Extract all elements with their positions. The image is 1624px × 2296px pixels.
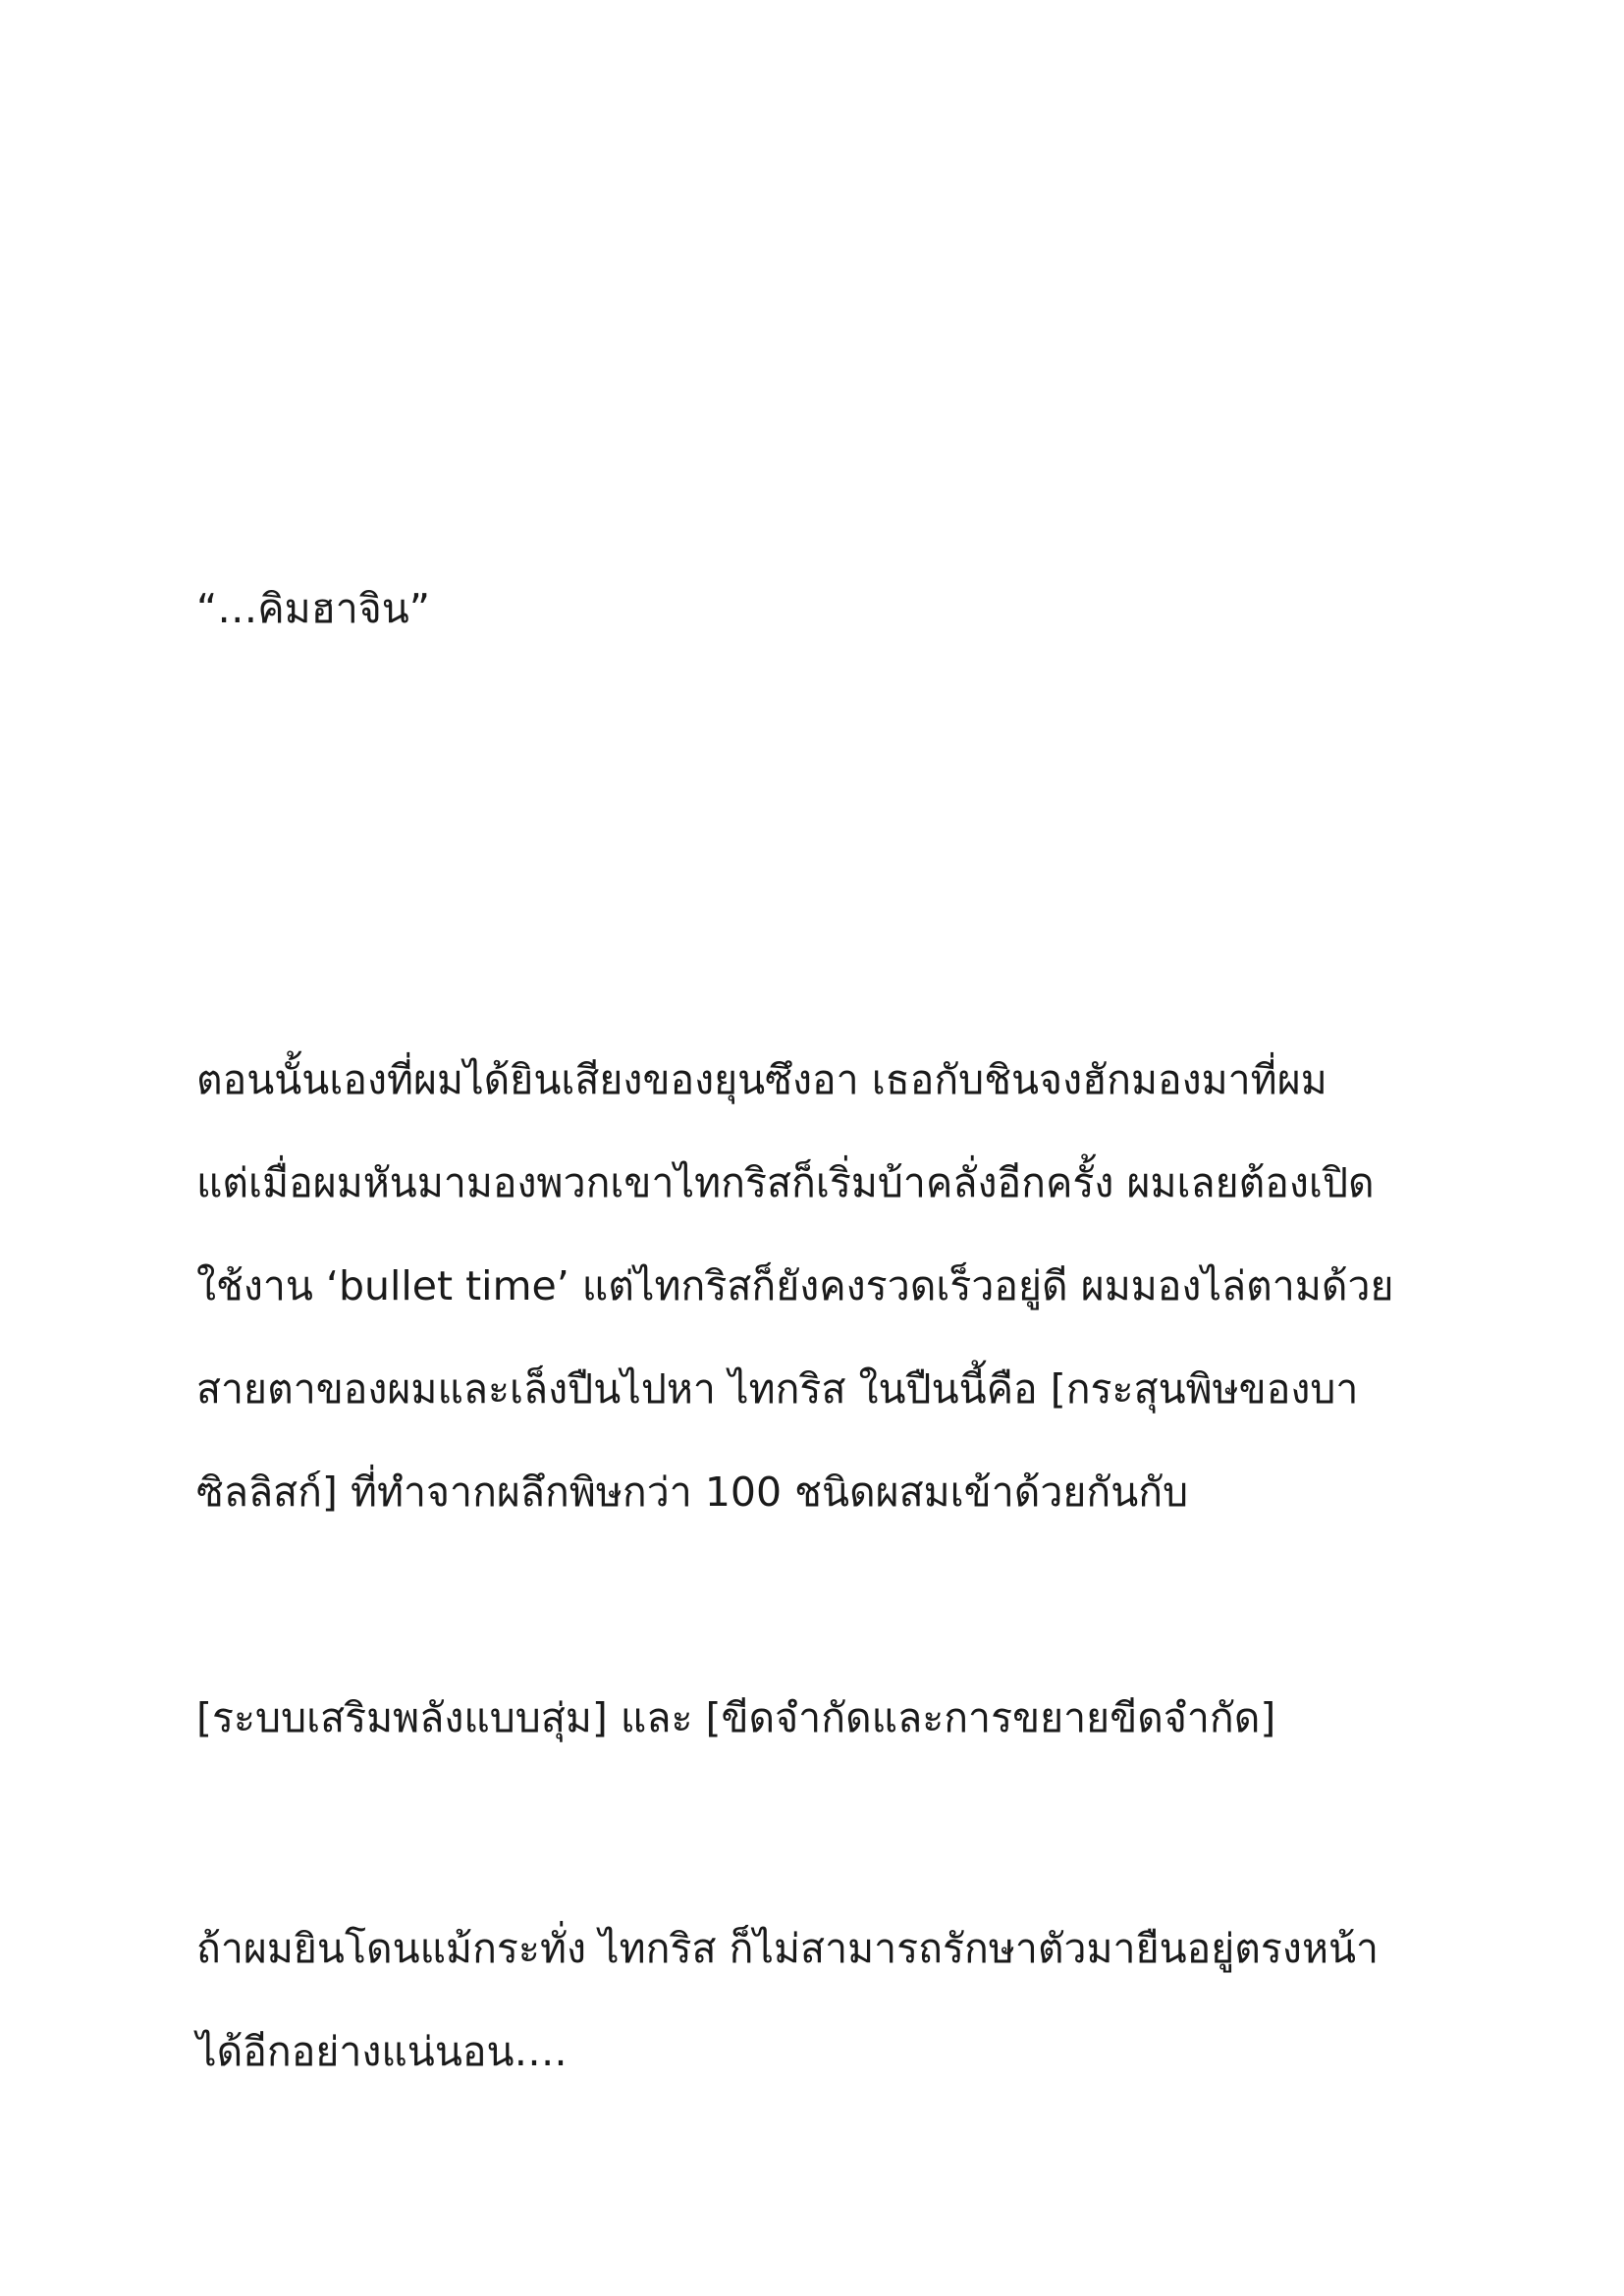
paragraph-line: ได้อีกอย่างแน่นอน…. (196, 2028, 568, 2075)
paragraph-line: ซิลลิสก์] ที่ทำจากผลึกพิษกว่า 100 ชนิดผสมเข้าด้วยกันกับ (196, 1468, 1189, 1516)
paragraph-line: สายตาของผมและเล็งปืนไปหา ไทกริส ในปืนนี้คือ [กระสุนพิษของบา (196, 1365, 1359, 1413)
paragraph-line: แต่เมื่อผมหันมามองพวกเขาไทกริสก็เริ่มบ้าคลั่งอีกครั้ง ผมเลยต้องเปิด (196, 1159, 1375, 1206)
paragraph-line: [ระบบเสริมพลังแบบสุ่ม] และ [ขีดจำกัดและการขยายขีดจำกัด] (196, 1694, 1276, 1741)
paragraph-line: ใช้งาน ‘bullet time’ แต่ไทกริสก็ยังคงรวดเร็วอยู่ดี ผมมองไล่ตามด้วย (196, 1262, 1394, 1309)
dialogue-line: “…คิมฮาจิน” (196, 585, 431, 632)
paragraph-line: ตอนนั้นเองที่ผมได้ยินเสียงของยุนซึงอา เธอกับชินจงฮักมองมาที่ผม (196, 1056, 1327, 1103)
paragraph-line: ถ้าผมยินโดนแม้กระทั่ง ไทกริส ก็ไม่สามารถรักษาตัวมายืนอยู่ตรงหน้า (196, 1925, 1380, 1972)
